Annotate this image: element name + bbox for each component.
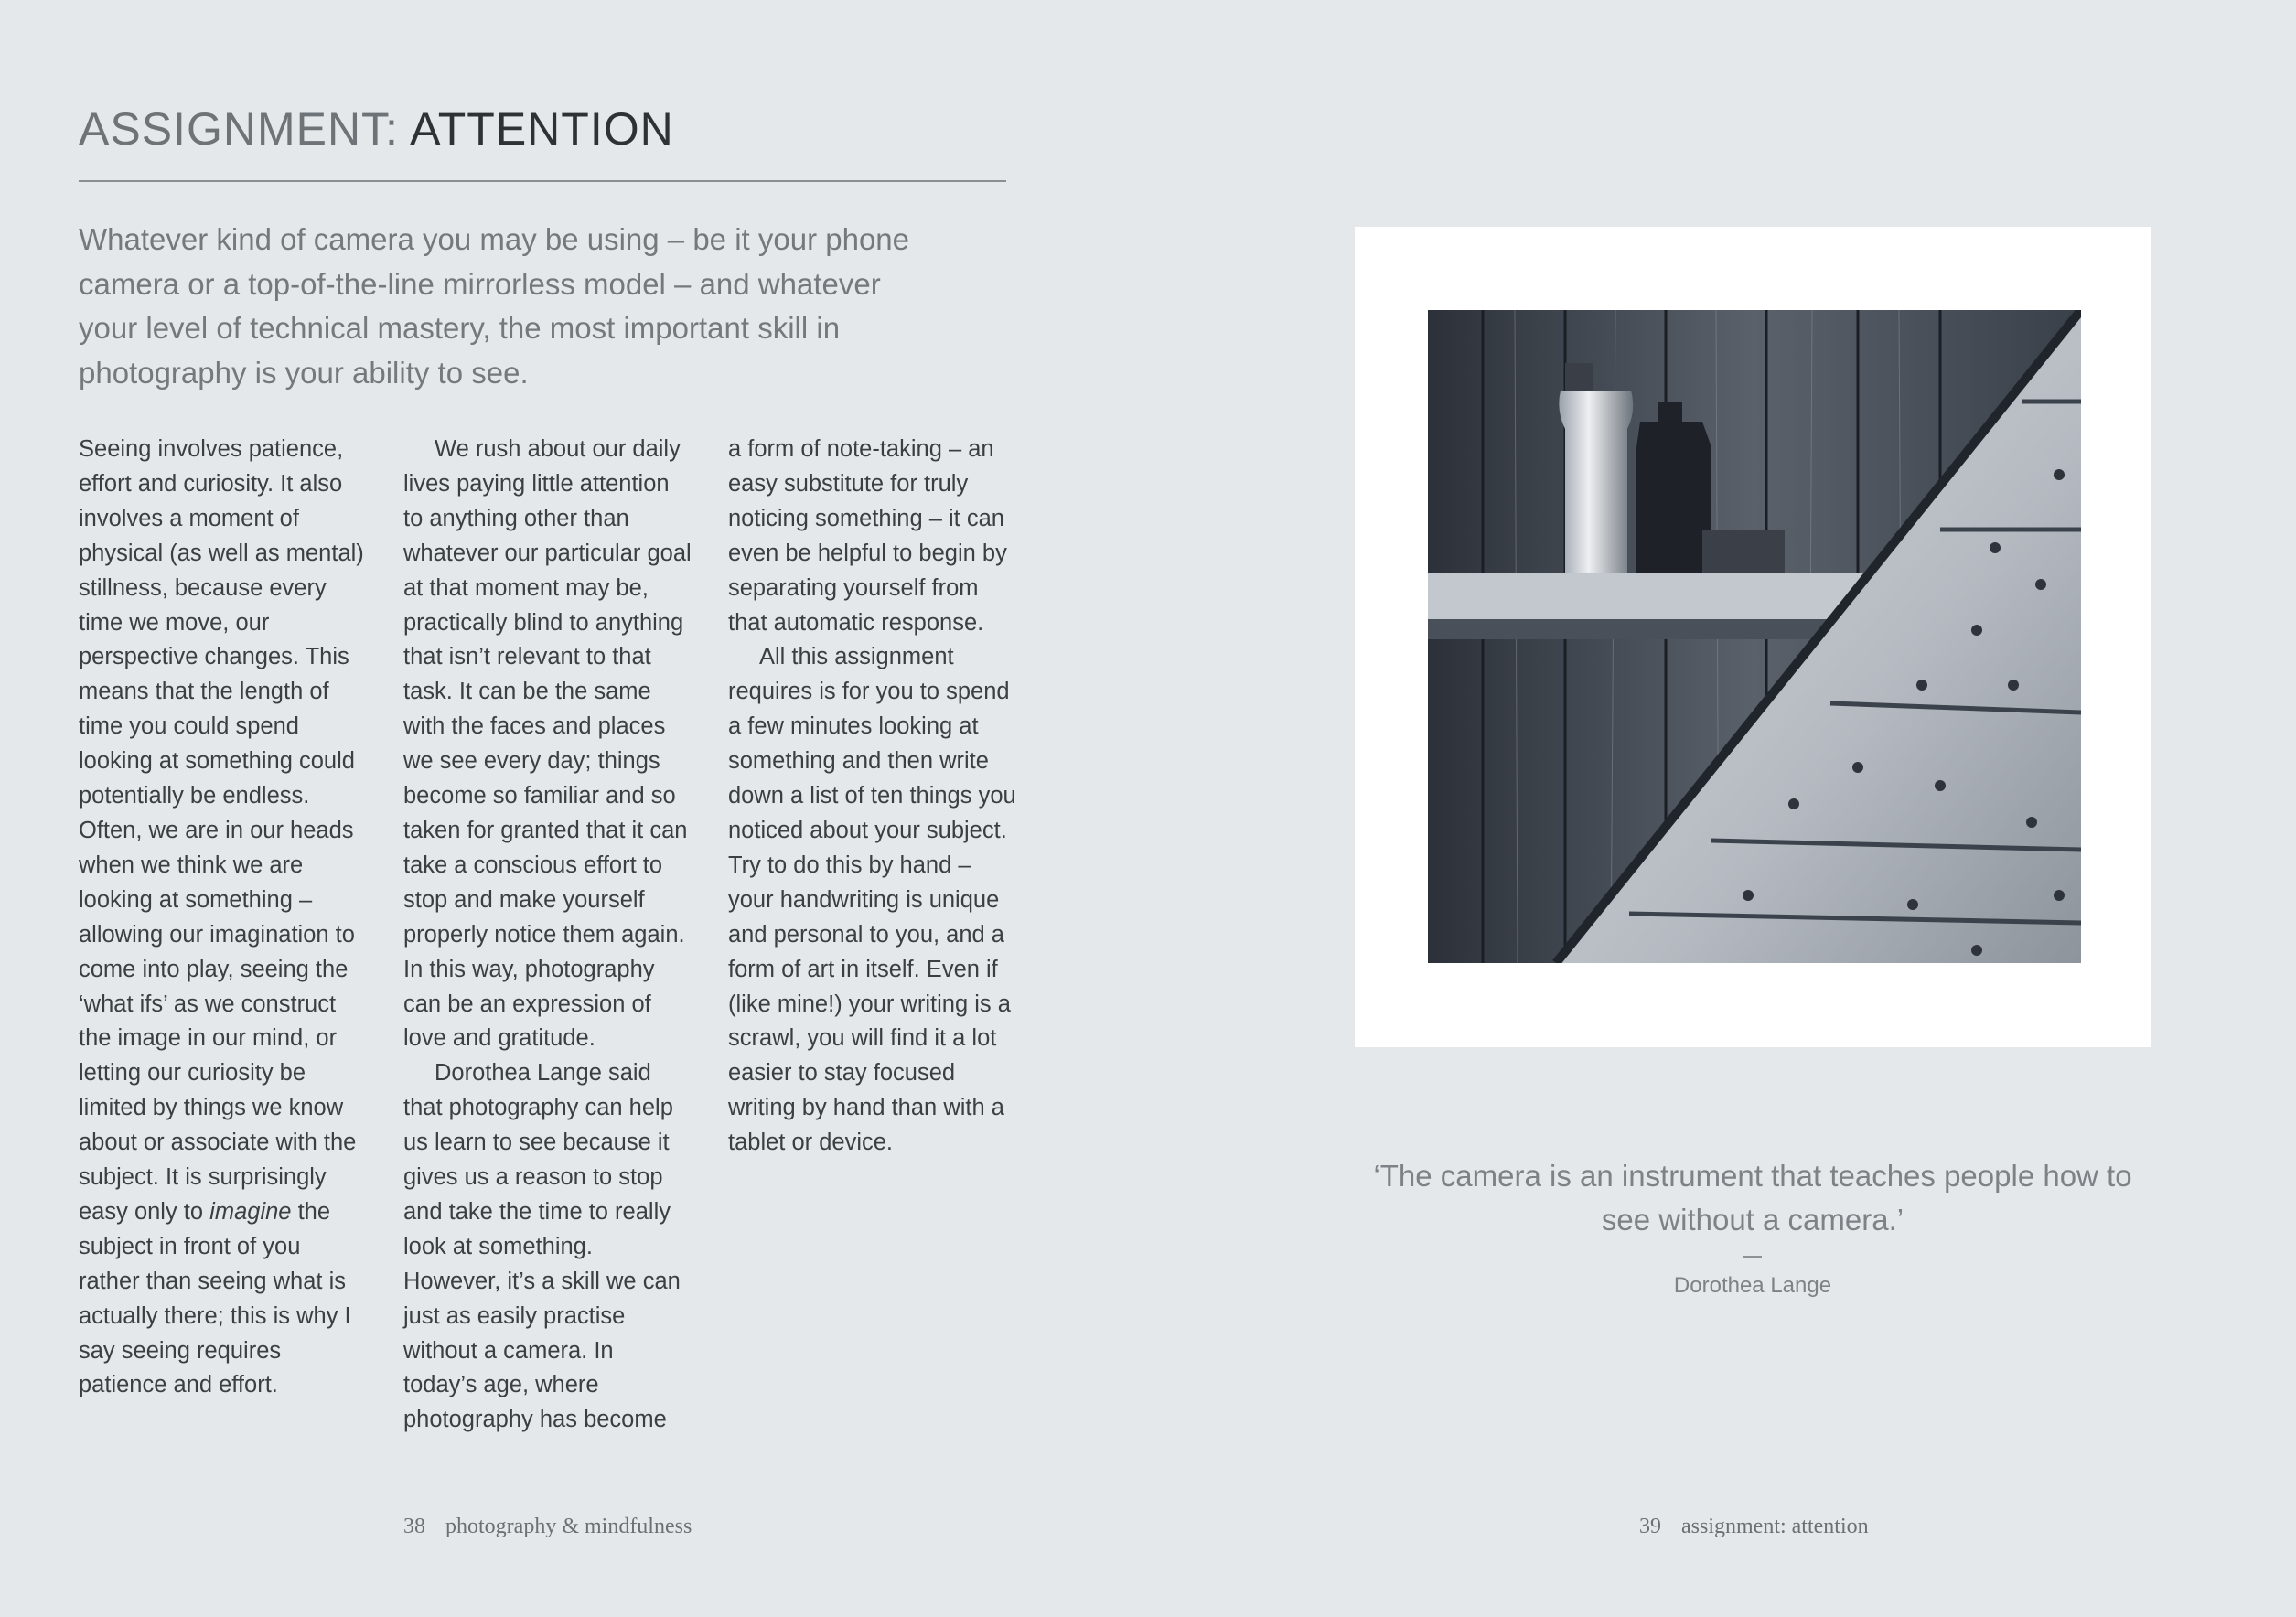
- intro-paragraph: Whatever kind of camera you may be using – be it your phone camera or a top-of-the-line mirrorless model – and whatever your level of technical mastery, the most important skill in photography is your ability to see.: [79, 222, 909, 390]
- running-head: assignment: attention: [1681, 1515, 1869, 1538]
- photo-mat: [1355, 227, 2151, 1047]
- column2-paragraph-1: We rush about our daily lives paying little attention to anything other than whatever our particular goal at that moment may be, practically blind to anything that isn’t relevant to that task. It can be the same with the faces and places we see every day; things become so familiar and so taken for granted that it can take a conscious effort to stop and make yourself properly notice them again. In this way, photography can be an expression of love and gratitude.: [403, 436, 692, 1052]
- body-column-1: [79, 433, 367, 1403]
- bottles-on-wooden-shelf-photo: [1428, 310, 2081, 963]
- page-number: 39: [1639, 1515, 1661, 1538]
- column3-paragraph-1: a form of note-taking – an easy substitute for truly noticing something – it can even be helpful to begin by separating yourself from that automatic response.: [728, 436, 1007, 636]
- column1-emphasis: imagine: [209, 1198, 292, 1225]
- column2-paragraph-2: Dorothea Lange said that photography can help us learn to see because it gives us a reason to stop and take the time to really look at something. However, it’s a skill we can just as easily practise without a camera. In today’s age, where photography has become: [403, 1060, 681, 1433]
- column1-text-part1: Seeing involves patience, effort and curiosity. It also involves a moment of physical (as well as mental) stillness, because every time we move, our perspective changes. This means that the length of time you could spend looking at something could potentially be endless. Often, we are in our heads when we think we are looking at something – allowing our imagination to come into play, seeing the ‘what ifs’ as we construct the image in our mind, or letting our curiosity be limited by things we know about or associate with the subject. It is surprisingly easy only to: [79, 436, 364, 1225]
- heading-prefix: ASSIGNMENT:: [79, 103, 399, 155]
- heading-title: ATTENTION: [410, 103, 674, 155]
- right-page: [1148, 0, 2296, 1617]
- running-head: photography & mindfulness: [445, 1515, 692, 1538]
- column1-text-part2: the subject in front of you rather than seeing what is actually there; this is why I say seeing requires patience and effort.: [79, 1198, 351, 1398]
- left-folio: [403, 1515, 692, 1539]
- heading-rule: [79, 180, 1006, 182]
- pull-quote: ‘The camera is an instrument that teaches people how to see without a camera.’: [1373, 1159, 2132, 1237]
- quote-attribution: Dorothea Lange: [1673, 1273, 1832, 1298]
- quote-separator: [1743, 1256, 1762, 1258]
- page-number: 38: [403, 1515, 425, 1538]
- page-heading: [79, 102, 674, 155]
- body-column-2: [403, 433, 692, 1438]
- body-column-3: [728, 433, 1021, 1161]
- right-folio: [1639, 1515, 1869, 1539]
- photo-illustration: [1428, 310, 2081, 963]
- column3-paragraph-2: All this assignment requires is for you to spend a few minutes looking at something and then write down a list of ten things you noticed about your subject. Try to do this by hand – your handwriting is unique and personal to you, and a form of art in itself. Even if (like mine!) your writing is a scrawl, you will find it a lot easier to stay focused writing by hand than with a tablet or device.: [728, 644, 1016, 1156]
